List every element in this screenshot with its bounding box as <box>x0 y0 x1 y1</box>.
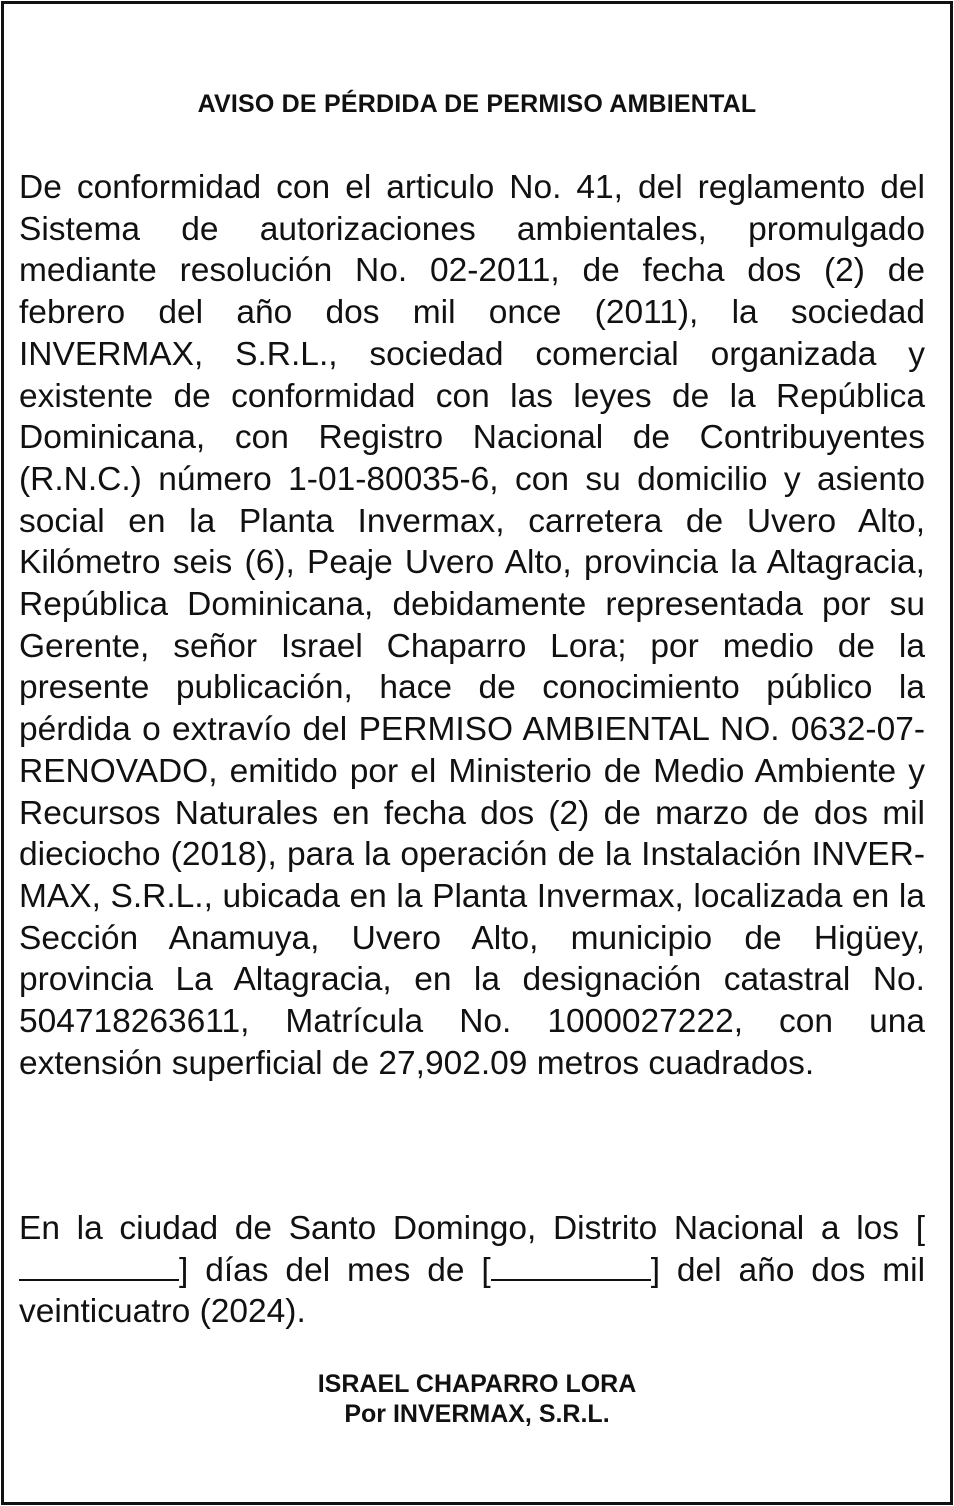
notice-body: De conformidad con el articulo No. 41, del reglamento del Sistema de autorizaciones ambientales, promulgado mediante resolución No. 02-2011, de fecha dos (2) de febrero del año dos mil once (2011), la sociedad INVERMAX, S.R.L., sociedad comercial organizada y existente de conformidad con las leyes de la República Dominicana, con Registro Nacional de Contribuyentes (R.N.C.) número 1-01-80035-6, con su domicilio y asiento social en la Planta Invermax, carretera de Uvero Alto, Kilómetro seis (6), Peaje Uvero Alto, provincia la Altagracia, República Dominicana, debidamente representada por su Gerente, señor Israel Chaparro Lora; por medio de la presente publicación, hace de conocimiento público la pérdida o extravío del PERMISO AMBIENTAL NO. 0632-07-RENOVADO, emitido por el Ministerio de Medio Ambiente y Recursos Naturales en fecha dos (2) de marzo de dos mil dieciocho (2018), para la operación de la Instalación INVERMAX, S.R.L., ubicada en la Planta Invermax, localizada en la Sección Anamuya, Uvero Alto, municipio de Higüey, provincia La Altagracia, en la designación catastral No. 504718263611, Matrícula No. 1000027222, con una extensión superficial de 27,902.09 metros cuadrados. <box>19 169 925 1082</box>
signature-name: ISRAEL CHAPARRO LORA <box>317 1370 637 1398</box>
day-blank <box>19 1253 179 1281</box>
day-bracket-open: [ <box>915 1210 925 1247</box>
date-line-part2: días del mes de <box>205 1251 465 1289</box>
date-paragraph <box>19 1208 925 1333</box>
date-line-part1: En la ciudad de Santo Domingo, Distrito Nacional a los <box>19 1210 900 1247</box>
notice-title: AVISO DE PÉRDIDA DE PERMISO AMBIENTAL <box>197 90 757 118</box>
month-blank <box>491 1253 651 1281</box>
date-line-part3: del año dos mil veinticuatro (2024). <box>19 1251 926 1331</box>
month-bracket-close: ] <box>650 1251 661 1289</box>
day-bracket-close: ] <box>179 1251 189 1289</box>
month-bracket-open: [ <box>481 1251 491 1289</box>
signature-company: Por INVERMAX, S.R.L. <box>344 1400 610 1428</box>
